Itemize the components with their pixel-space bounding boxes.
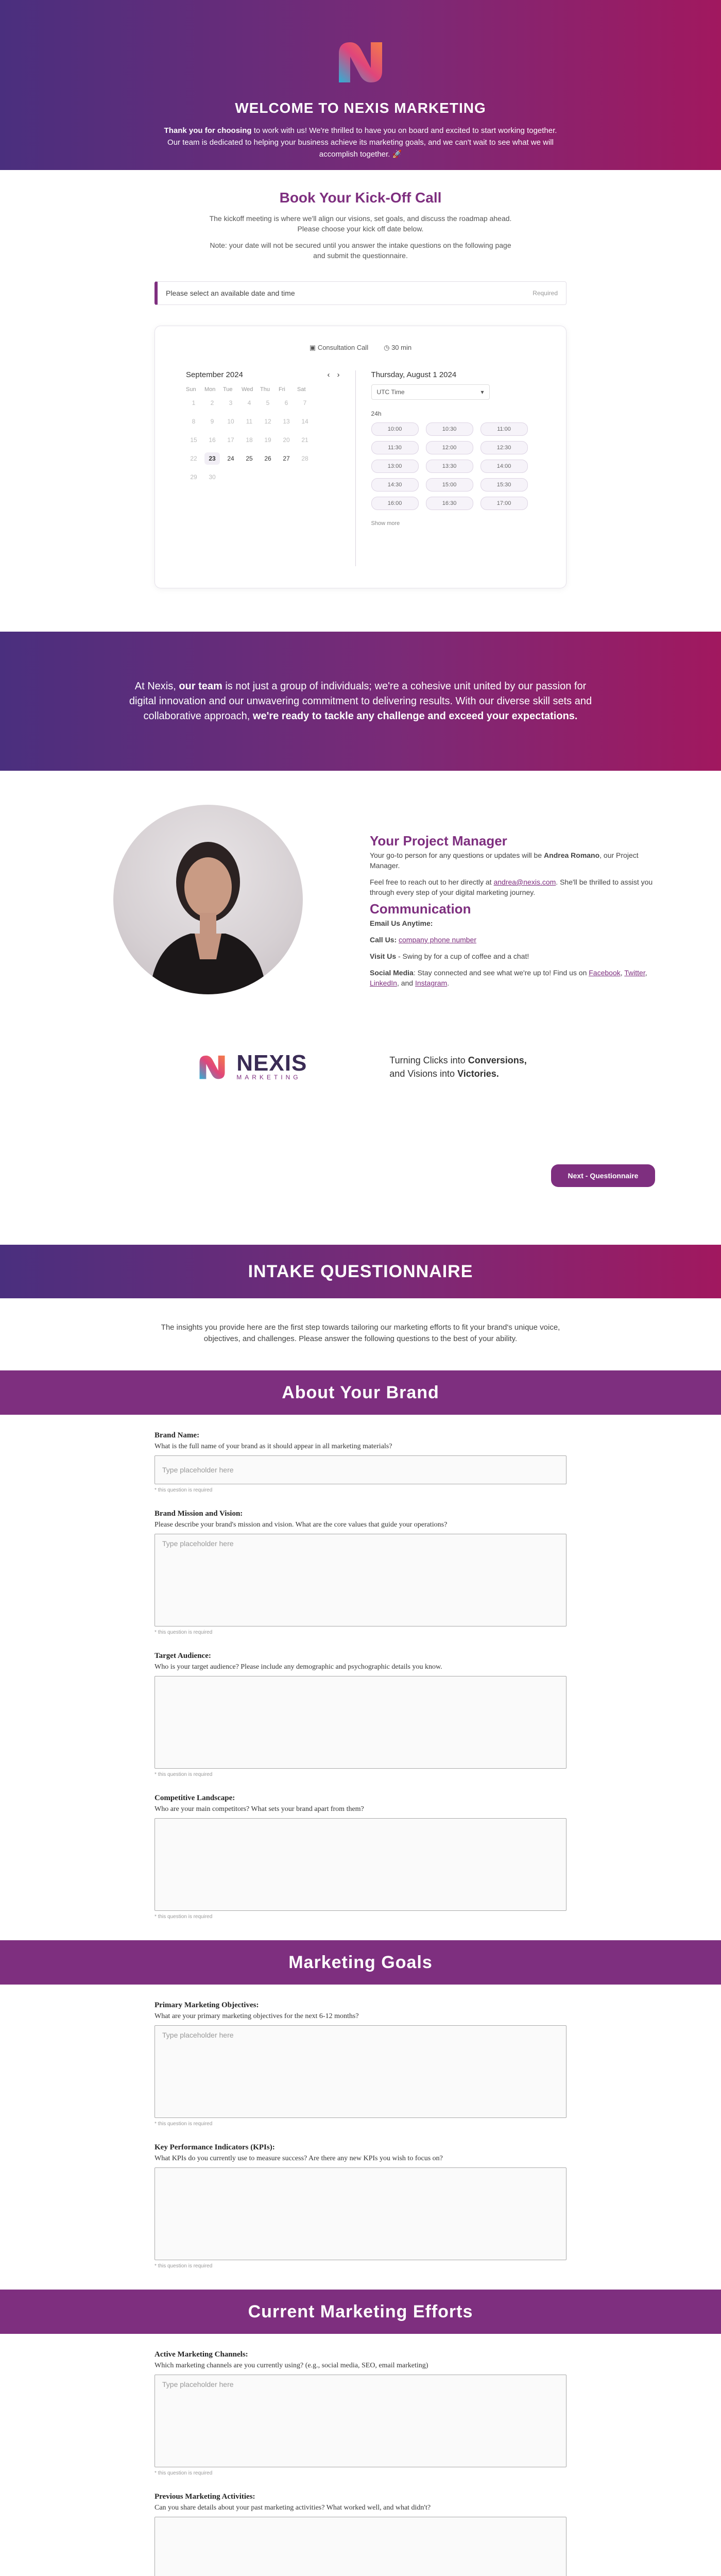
mission-textarea[interactable]: Type placeholder here: [154, 1534, 566, 1626]
time-slot-button[interactable]: 11:00: [480, 422, 528, 436]
weekday-label: Fri: [279, 386, 285, 393]
calendar-day: 6: [284, 399, 288, 406]
question-mission: [154, 1510, 566, 1635]
duration-text: 30 min: [391, 344, 412, 351]
booking-section: [0, 170, 721, 261]
visit-text: - Swing by for a cup of coffee and a chat!: [396, 952, 529, 960]
timezone-value: UTC Time: [376, 388, 405, 396]
question-label: Competitive Landscape:: [154, 1794, 235, 1802]
question-previous: [154, 2493, 566, 2576]
communication-title: Communication: [370, 901, 471, 917]
question-help: What KPIs do you currently use to measure success? Are there any new KPIs you wish to focus on?: [154, 2155, 443, 2162]
calendar-day: 21: [301, 436, 308, 444]
calendar-day: 16: [209, 436, 216, 444]
question-label: Previous Marketing Activities:: [154, 2493, 255, 2501]
intake-banner: [0, 1245, 721, 1298]
channels-textarea[interactable]: Type placeholder here: [154, 2375, 566, 2467]
calendar-day[interactable]: 26: [264, 455, 271, 462]
weekday-label: Sat: [297, 386, 306, 393]
time-slot-button[interactable]: 11:30: [371, 441, 419, 454]
pm-contact: [370, 877, 658, 897]
calendar-day: 9: [210, 418, 214, 425]
weekday-label: Mon: [204, 386, 216, 393]
calendar-day: 10: [227, 418, 234, 425]
time-slot-button[interactable]: 14:00: [480, 460, 528, 473]
time-slot-button[interactable]: 13:30: [426, 460, 473, 473]
calendar-day: 3: [229, 399, 233, 406]
time-slot-button[interactable]: 13:00: [371, 460, 419, 473]
question-label: Active Marketing Channels:: [154, 2350, 248, 2359]
time-slot-button[interactable]: 12:00: [426, 441, 473, 454]
brand-tagline: [389, 1054, 526, 1080]
time-slot-button[interactable]: 10:00: [371, 422, 419, 436]
question-help: Who is your target audience? Please include any demographic and psychographic details you know.: [154, 1663, 442, 1671]
time-slots: [371, 422, 535, 510]
nexis-wordmark: NEXIS: [236, 1050, 307, 1076]
booking-title: Book Your Kick-Off Call: [279, 190, 442, 206]
question-help: Who are your main competitors? What sets your brand apart from them?: [154, 1805, 364, 1813]
section-current-efforts: [0, 2290, 721, 2334]
calendar-day[interactable]: 27: [283, 455, 290, 462]
calendar-day: 11: [246, 418, 253, 425]
team-banner: [0, 632, 721, 771]
calendar-day: 29: [190, 473, 197, 481]
required-label: Required: [533, 290, 558, 297]
month-label: September 2024: [186, 370, 243, 379]
phone-link[interactable]: company phone number: [399, 936, 477, 944]
weekday-label: Sun: [186, 386, 196, 393]
calendar-day: 18: [246, 436, 253, 444]
calendar-day[interactable]: 25: [246, 455, 253, 462]
time-slot-button[interactable]: 17:00: [480, 497, 528, 510]
hero-intro: [162, 125, 559, 160]
calendar-widget: [154, 326, 566, 588]
team-text-b: is not just a group of individuals; we're a cohesive unit united by our passion for digital innovation and our unwavering commitment to delivering results. With our diverse skill sets and collaborative approach,: [129, 680, 592, 722]
brand-strip: [0, 1008, 721, 1126]
chevron-down-icon: ▾: [480, 388, 484, 396]
project-manager-section: [0, 771, 721, 987]
time-slot-button[interactable]: 16:30: [426, 497, 473, 510]
show-more-link[interactable]: Show more: [371, 520, 400, 527]
required-hint: * this question is required: [154, 2121, 213, 2127]
event-duration: ◷ 30 min: [384, 344, 412, 351]
visit-label: Visit Us: [370, 952, 397, 960]
kpis-textarea[interactable]: [154, 2167, 566, 2260]
next-row: [0, 1126, 721, 1245]
weekday-header: [186, 386, 340, 393]
weekday-label: Tue: [223, 386, 233, 393]
question-help: What are your primary marketing objectives for the next 6-12 months?: [154, 2012, 359, 2020]
time-format[interactable]: 24h: [371, 410, 382, 417]
tagline-b-bold: Victories.: [457, 1069, 499, 1079]
question-kpis: [154, 2143, 566, 2269]
question-label: Key Performance Indicators (KPIs):: [154, 2143, 275, 2151]
calendar-day: 7: [303, 399, 307, 406]
calendar-day: 2: [210, 399, 214, 406]
pm-intro-a: Your go-to person for any questions or updates will be: [370, 851, 544, 859]
intake-title: INTAKE QUESTIONNAIRE: [248, 1261, 473, 1281]
booking-note: Note: your date will not be secured until you answer the intake questions on the following page and submit the questionnaire.: [210, 241, 511, 260]
booking-text: The kickoff meeting is where we'll align our visions, set goals, and discuss the roadmap ahead. Please choose your kick off date below.: [209, 214, 512, 233]
previous-textarea[interactable]: [154, 2517, 566, 2576]
social-line: Social Media: Stay connected and see what we're up to! Find us on Facebook, Twitter, LinkedIn, and Instagram.: [370, 969, 647, 987]
time-slot-button[interactable]: 15:00: [426, 478, 473, 492]
pm-email-link[interactable]: andrea@nexis.com: [493, 878, 556, 886]
section-title: About Your Brand: [282, 1382, 439, 1402]
question-help: What is the full name of your brand as it should appear in all marketing materials?: [154, 1443, 392, 1450]
calendar-day: 22: [190, 455, 197, 462]
required-hint: * this question is required: [154, 1487, 213, 1493]
competitors-textarea[interactable]: [154, 1818, 566, 1911]
calendar-day: 8: [192, 418, 196, 425]
calendar-day: 5: [266, 399, 270, 406]
date-grid: [186, 397, 340, 483]
pm-contact-a: Feel free to reach out to her directly at: [370, 878, 494, 886]
calendar-day: 30: [209, 473, 216, 481]
question-channels: [154, 2350, 566, 2476]
timezone-select[interactable]: [371, 384, 490, 400]
required-hint: * this question is required: [154, 1630, 213, 1635]
nexis-mark-icon: [194, 1049, 230, 1085]
team-text-a: At Nexis,: [134, 680, 179, 692]
portrait-illustration: [113, 805, 303, 994]
instagram-link[interactable]: Instagram: [415, 979, 448, 987]
calendar-day: 13: [283, 418, 290, 425]
event-name: ▣ Consultation Call: [309, 344, 369, 351]
tagline-a-bold: Conversions,: [468, 1055, 527, 1065]
brand-name-input[interactable]: Type placeholder here: [154, 1455, 566, 1484]
required-hint: * this question is required: [154, 1914, 213, 1920]
project-manager-avatar: [113, 805, 303, 994]
objectives-textarea[interactable]: Type placeholder here: [154, 2025, 566, 2118]
nexis-logo: [194, 1049, 307, 1085]
facebook-link[interactable]: Facebook: [589, 969, 621, 977]
tagline-b: and Visions into: [389, 1069, 455, 1079]
weekday-label: Thu: [260, 386, 270, 393]
date-required-notice: [154, 281, 566, 305]
pm-intro: [370, 850, 658, 871]
required-hint: * this question is required: [154, 2470, 213, 2476]
section-title: Current Marketing Efforts: [248, 2301, 473, 2321]
section-about-brand: [0, 1370, 721, 1415]
pm-title: Your Project Manager: [370, 833, 507, 849]
marketing-goals-form: [154, 2001, 566, 2269]
time-slot-button[interactable]: 10:30: [426, 422, 473, 436]
nexis-logo-icon: [330, 31, 391, 93]
pm-intro-b: , our Project Manager.: [370, 851, 639, 870]
call-line: [370, 935, 658, 945]
pm-name: Andrea Romano: [544, 851, 600, 859]
calendar-day: 15: [190, 436, 197, 444]
team-bold-b: we're ready to tackle any challenge and exceed your expectations.: [252, 710, 578, 722]
team-text: [124, 679, 597, 724]
hero-title: WELCOME TO NEXIS MARKETING: [235, 99, 486, 116]
question-label: Target Audience:: [154, 1652, 211, 1660]
selected-date: Thursday, August 1 2024: [371, 370, 457, 379]
section-marketing-goals: [0, 1940, 721, 1985]
next-month-button[interactable]: ›: [337, 370, 340, 379]
calendar-day: 1: [192, 399, 196, 406]
linkedin-link[interactable]: LinkedIn: [370, 979, 397, 987]
visit-line: [370, 951, 658, 961]
audience-textarea[interactable]: [154, 1676, 566, 1769]
required-hint: * this question is required: [154, 1772, 213, 1777]
event-name-text: Consultation Call: [317, 344, 369, 351]
calendar-day[interactable]: 23: [204, 452, 220, 465]
hero-intro-rest: to work with us! We're thrilled to have you on board and excited to start working together. Our team is dedicated to helping your business achieve its marketing goals, and we can't wait to see what we will accomplish together. 🚀: [167, 126, 557, 159]
social-and: , and: [397, 979, 415, 987]
hero-banner: [0, 0, 721, 170]
calendar-day: 12: [264, 418, 271, 425]
prev-month-button[interactable]: ‹: [327, 370, 330, 379]
notice-text: Please select an available date and time: [166, 289, 295, 297]
question-audience: [154, 1652, 566, 1777]
pm-contact-b: . She'll be thrilled to assist you through every step of your digital marketing journey.: [370, 878, 653, 896]
intake-intro: The insights you provide here are the first step towards tailoring our marketing efforts to fit your brand's unique voice, objectives, and challenges. Please answer the following questions to the best of your ability.: [161, 1323, 560, 1343]
current-efforts-form: [154, 2350, 566, 2576]
calendar-day: 17: [227, 436, 234, 444]
email-label: Email Us Anytime:: [370, 919, 433, 927]
question-help: Which marketing channels are you currently using? (e.g., social media, SEO, email marketing): [154, 2362, 428, 2369]
next-questionnaire-button[interactable]: Next - Questionnaire: [551, 1164, 655, 1187]
time-slot-button[interactable]: 16:00: [371, 497, 419, 510]
calendar-day: 19: [264, 436, 271, 444]
weekday-label: Wed: [242, 386, 253, 393]
calendar-day: 20: [283, 436, 290, 444]
required-hint: * this question is required: [154, 2263, 213, 2269]
question-label: Brand Name:: [154, 1431, 200, 1439]
calendar-day: 28: [301, 455, 308, 462]
call-label: Call Us:: [370, 936, 397, 944]
calendar-divider: [355, 370, 356, 566]
nexis-subtitle: MARKETING: [236, 1074, 301, 1081]
question-label: Brand Mission and Vision:: [154, 1510, 243, 1518]
calendar-day[interactable]: 24: [227, 455, 234, 462]
question-competitors: [154, 1794, 566, 1920]
question-help: Please describe your brand's mission and vision. What are the core values that guide your operations?: [154, 1521, 448, 1529]
about-brand-form: [154, 1431, 566, 1920]
time-slot-button[interactable]: 14:30: [371, 478, 419, 492]
question-help: Can you share details about your past marketing activities? What worked well, and what didn't?: [154, 2504, 431, 2512]
question-brand-name: [154, 1431, 566, 1493]
social-label: Social Media: [370, 969, 414, 977]
question-objectives: [154, 2001, 566, 2127]
calendar-day: 4: [247, 399, 251, 406]
tagline-a: Turning Clicks into: [389, 1055, 466, 1065]
section-title: Marketing Goals: [288, 1952, 433, 1972]
twitter-link[interactable]: Twitter: [624, 969, 645, 977]
hero-intro-bold: Thank you for choosing: [164, 126, 252, 135]
team-bold-a: our team: [179, 680, 222, 692]
time-slot-button[interactable]: 12:30: [480, 441, 528, 454]
social-text: : Stay connected and see what we're up to! Find us on: [413, 969, 589, 977]
question-label: Primary Marketing Objectives:: [154, 2001, 259, 2009]
time-slot-button[interactable]: 15:30: [480, 478, 528, 492]
calendar-day: 14: [301, 418, 308, 425]
